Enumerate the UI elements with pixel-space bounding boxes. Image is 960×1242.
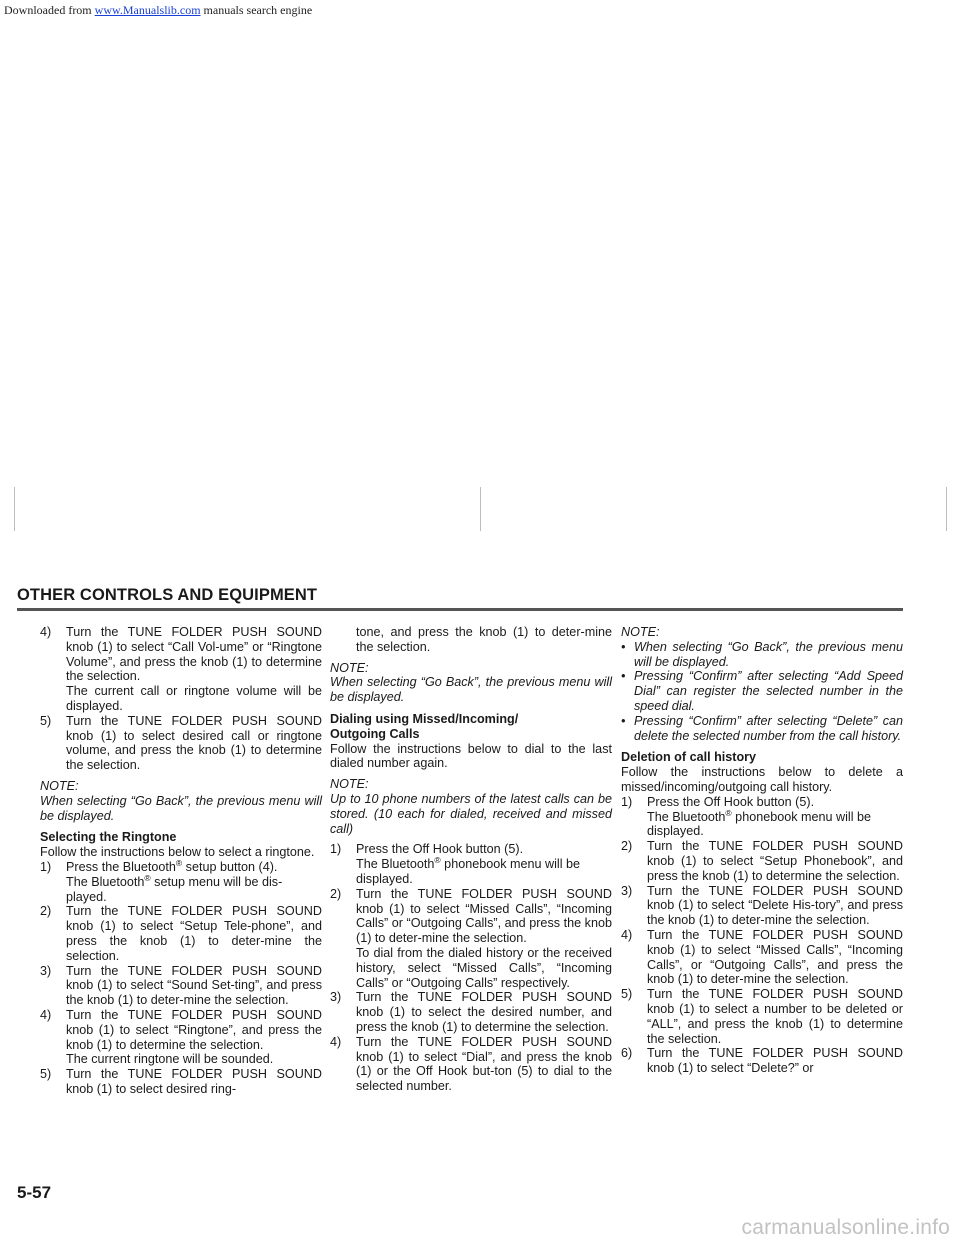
list-number: 5)	[621, 987, 633, 1002]
paragraph: Follow the instructions below to select a ringtone.	[40, 845, 315, 860]
item-text: Turn the TUNE FOLDER PUSH SOUND knob (1) to select a number to be deleted or “ALL”, and press the knob (1) to determine the selection.	[647, 987, 903, 1046]
item-text: Turn the TUNE FOLDER PUSH SOUND knob (1) to select “Missed Calls”, “Incoming Calls” or “Outgoing Calls”, and press the knob (1) to deter-mine the selection.	[356, 886, 612, 946]
note	[330, 661, 612, 705]
list-item	[621, 928, 903, 987]
download-banner	[4, 3, 312, 18]
item-text: Turn the TUNE FOLDER PUSH SOUND knob (1) to select “Delete?” or	[647, 1046, 903, 1076]
note-label: NOTE:	[621, 625, 660, 639]
list-number: 4)	[621, 927, 633, 942]
list-number: 3)	[40, 963, 52, 978]
crop-mark-right	[946, 487, 947, 531]
item-text: phonebook menu will be displayed.	[647, 809, 872, 839]
list-item	[40, 714, 322, 773]
item-text: Turn the TUNE FOLDER PUSH SOUND knob (1) to select “Delete His-tory”, and press the knob (1) to deter-mine the selection.	[647, 883, 903, 928]
list-item	[330, 990, 612, 1034]
list-item	[40, 1008, 322, 1067]
list-item	[621, 987, 903, 1046]
list-item	[40, 1067, 322, 1097]
list-item	[330, 887, 612, 991]
item-text: setup menu will be dis-played.	[66, 874, 283, 904]
item-text: The current ringtone will be sounded.	[66, 1052, 274, 1067]
subheading-selecting-ringtone: Selecting the Ringtone	[40, 830, 177, 845]
banner-prefix: Downloaded from	[4, 3, 95, 17]
note-bullet	[621, 714, 903, 744]
item-text: Press the Off Hook button (5).	[647, 794, 815, 809]
item-text: Turn the TUNE FOLDER PUSH SOUND knob (1) to select “Missed Calls”, “Incoming Calls”, or “Outgoing Calls”, and press the knob (1) to deter-mine the selection.	[647, 927, 903, 987]
item-text: Turn the TUNE FOLDER PUSH SOUND knob (1) to select desired call or ringtone volume, and press the knob (1) to determine the selection.	[66, 713, 322, 773]
list-item	[621, 795, 903, 839]
bullet-text: Pressing “Confirm” after selecting “Add Speed Dial” can register the selected number in the speed dial.	[634, 669, 903, 713]
item-text: Turn the TUNE FOLDER PUSH SOUND knob (1) to select “Call Vol-ume” or “Ringtone Volume”, and press the knob (1) to determine the selection.	[66, 625, 322, 684]
bullet-text: When selecting “Go Back”, the previous menu will be displayed.	[634, 639, 903, 669]
list-number: 5)	[40, 1067, 52, 1082]
list-item	[621, 884, 903, 928]
paragraph: Follow the instructions below to dial to the last dialed number again.	[330, 741, 612, 771]
bullet-text: Pressing “Confirm” after selecting “Delete” can delete the selected number from the call history.	[634, 713, 903, 743]
item-text: Turn the TUNE FOLDER PUSH SOUND knob (1) to select the desired number, and press the knob (1) to determine the selection.	[356, 990, 612, 1034]
list-item	[40, 857, 322, 904]
list-number: 6)	[621, 1046, 633, 1061]
item-text: phonebook menu will be displayed.	[356, 857, 581, 886]
note	[621, 625, 903, 640]
list-number: 2)	[621, 839, 633, 854]
manualslib-link[interactable]: www.Manualslib.com	[94, 3, 201, 17]
list-number: 5)	[40, 713, 52, 728]
list-item	[40, 904, 322, 963]
item-text: tone, and press the knob (1) to deter-mine the selection.	[356, 625, 612, 654]
list-number: 1)	[621, 794, 633, 809]
column-1	[40, 625, 322, 1097]
list-number: 2)	[40, 904, 52, 919]
item-text: The Bluetooth	[356, 857, 435, 872]
note-label: NOTE:	[330, 777, 369, 792]
item-text: Turn the TUNE FOLDER PUSH SOUND knob (1) to select desired ring-	[66, 1067, 322, 1096]
banner-suffix: manuals search engine	[200, 3, 313, 17]
list-item	[330, 1035, 612, 1094]
list-number: 4)	[40, 625, 52, 639]
subheading-deletion: Deletion of call history	[621, 750, 757, 765]
paragraph: Follow the instructions below to delete a missed/incoming/outgoing call history.	[621, 765, 903, 794]
watermark: carmanualsonline.info	[741, 1216, 950, 1239]
bullet-icon: •	[621, 713, 626, 728]
note-text: Up to 10 phone numbers of the latest calls can be stored. (10 each for dialed, received and missed call)	[330, 791, 612, 836]
note-text: When selecting “Go Back”, the previous menu will be displayed.	[330, 675, 612, 705]
item-text: To dial from the dialed history or the received history, select “Missed Calls”, “Incoming Calls” or “Outgoing Calls” respectively.	[356, 945, 612, 990]
note-text: When selecting “Go Back”, the previous menu will be displayed.	[40, 793, 322, 823]
crop-mark-center	[480, 487, 481, 531]
item-text: Turn the TUNE FOLDER PUSH SOUND knob (1) to select “Sound Set-ting”, and press the knob (1) to deter-mine the selection.	[66, 963, 322, 1008]
bullet-icon: •	[621, 639, 626, 654]
list-number: 4)	[40, 1007, 52, 1022]
item-text: Press the Bluetooth	[66, 859, 176, 874]
registered-mark: ®	[175, 857, 183, 868]
item-text: Turn the TUNE FOLDER PUSH SOUND knob (1) to select “Dial”, and press the knob (1) or the Off Hook but-ton (5) to dial to the selected number.	[356, 1034, 612, 1094]
column-3	[621, 625, 903, 1076]
note-label: NOTE:	[40, 778, 79, 793]
list-number: 1)	[330, 842, 342, 857]
list-number: 4)	[330, 1034, 342, 1049]
item-text: setup button (4).	[182, 859, 278, 874]
crop-mark-left	[14, 487, 15, 531]
note-bullet	[621, 640, 903, 670]
registered-mark: ®	[144, 872, 151, 883]
list-number: 1)	[40, 859, 52, 874]
note	[40, 779, 322, 823]
list-item	[40, 625, 322, 714]
note	[330, 777, 612, 836]
item-text: Turn the TUNE FOLDER PUSH SOUND knob (1) to select “Setup Tele-phone”, and press the knob (1) to deter-mine the selection.	[66, 904, 322, 963]
list-number: 3)	[330, 990, 342, 1005]
section-title: OTHER CONTROLS AND EQUIPMENT	[17, 586, 318, 604]
item-text: The Bluetooth	[647, 809, 726, 824]
item-text: Turn the TUNE FOLDER PUSH SOUND knob (1) to select “Setup Phonebook”, and press the knob (1) to determine the selection.	[647, 839, 903, 883]
list-item	[40, 964, 322, 1008]
note-label: NOTE:	[330, 660, 369, 675]
header-rule	[17, 608, 903, 611]
subheading-dialing: Dialing using Missed/Incoming/ Outgoing Calls	[330, 711, 519, 741]
bullet-icon: •	[621, 669, 626, 684]
note-bullet	[621, 669, 903, 713]
item-text: Press the Off Hook button (5).	[356, 842, 524, 857]
list-item-continued	[330, 625, 612, 655]
list-item	[330, 842, 612, 886]
item-text: The current call or ringtone volume will be displayed.	[66, 684, 322, 713]
column-2	[330, 625, 612, 1094]
list-item	[621, 839, 903, 883]
list-number: 3)	[621, 883, 633, 898]
item-text: Turn the TUNE FOLDER PUSH SOUND knob (1) to select “Ringtone”, and press the knob (1) to determine the selection.	[66, 1007, 322, 1052]
item-text: The Bluetooth	[66, 874, 145, 889]
list-item	[621, 1046, 903, 1076]
list-number: 2)	[330, 886, 342, 901]
page-number: 5-57	[17, 1183, 52, 1202]
registered-mark: ®	[434, 855, 441, 866]
registered-mark: ®	[725, 807, 732, 818]
